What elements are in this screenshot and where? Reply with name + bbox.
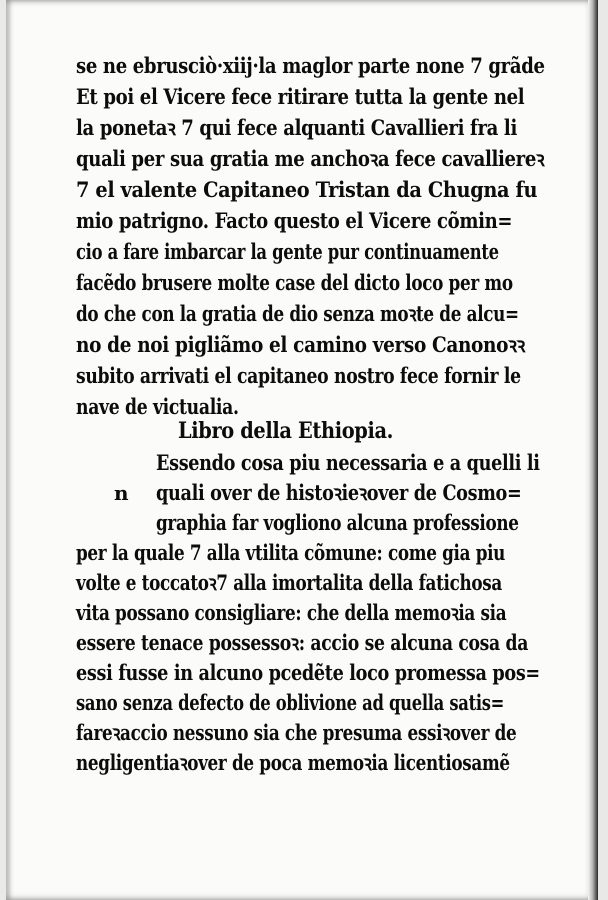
text-line-5: 7 el valente Capitaneo Tristan da Chugna fu	[76, 177, 538, 202]
text-line-11: subito arrivati el capitaneo nostro fece fornir le	[76, 363, 521, 388]
text-line-3: la ponetaꝛ 7 qui fece alquanti Cavallieri fra li	[76, 115, 517, 140]
text-line-9: do che con la gratia de dio senza moꝛte de alcu=	[76, 301, 519, 326]
section-heading: Libro della Ethiopia.	[178, 418, 394, 444]
text-line-21: essi fusse in alcuno pcedẽte loco promessa pos=	[76, 660, 540, 685]
text-line-19: vita possano consigliare: che della memoꝛia sia	[76, 600, 507, 625]
text-line-15: quali over de histoꝛieꝛover de Cosmo=	[156, 480, 522, 505]
text-line-16: graphia far vogliono alcuna professione	[156, 510, 519, 535]
text-line-14: Essendo cosa piu necessaria e a quelli li	[156, 450, 540, 475]
book-page	[6, 0, 598, 900]
text-line-22: sano senza defecto de oblivione ad quella satis=	[76, 690, 505, 715]
text-line-24: negligentiaꝛover de poca memoꝛia licentiosamẽ	[76, 750, 510, 775]
text-line-6: mio patrigno. Facto questo el Vicere cõmin=	[76, 208, 513, 233]
text-line-8: facẽdo brusere molte case del dicto loco per mo	[76, 270, 513, 295]
text-line-4: quali per sua gratia me anchoꝛa fece cavalliereꝛ	[76, 146, 545, 171]
text-line-10: no de noi pigliãmo el camino verso Canonoꝛꝛ	[76, 332, 525, 357]
text-line-20: essere tenace possessoꝛ: accio se alcuna cosa da	[76, 630, 529, 655]
text-line-1: se ne ebrusciò·xiij·la maglor parte none 7 grãde	[76, 53, 545, 78]
marginal-letter: n	[114, 481, 129, 505]
text-line-23: fareꝛaccio nessuno sia che presuma essiꝛover de	[76, 720, 517, 745]
text-line-7: cio a fare imbarcar la gente pur continuamente	[76, 239, 499, 264]
text-line-18: volte e toccatoꝛ7 alla imortalita della fatichosa	[76, 570, 502, 595]
text-line-2: Et poi el Vicere fece ritirare tutta la gente nel	[76, 84, 525, 109]
text-line-17: per la quale 7 alla vtilita cõmune: come gia piu	[76, 540, 506, 565]
text-line-12: nave de victualia.	[76, 394, 239, 419]
page-text-block	[6, 0, 598, 900]
